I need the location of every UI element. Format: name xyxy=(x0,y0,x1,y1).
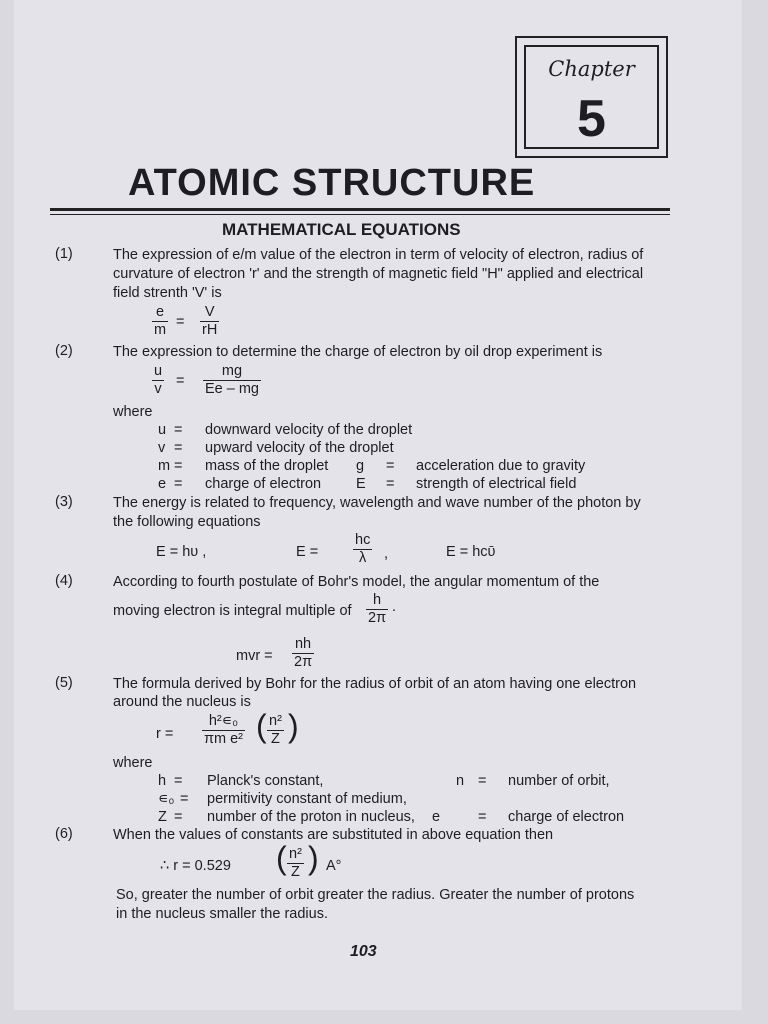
text-line: curvature of electron 'r' and the strength of magnetic field "H" applied and electrical xyxy=(113,266,644,282)
def-equals: = xyxy=(386,458,395,474)
equation: mvr = xyxy=(236,648,273,664)
def-equals: = xyxy=(174,809,183,825)
where-label: where xyxy=(113,755,153,771)
def-description: permitivity constant of medium, xyxy=(207,791,407,807)
def-description: charge of electron xyxy=(205,476,322,492)
equation-fraction: $\frac{e}{m}$ xyxy=(154,304,167,338)
def-equals: = xyxy=(180,791,189,807)
text-line: When the values of constants are substituted in above equation then xyxy=(113,827,554,843)
text-line: the following equations xyxy=(113,514,261,530)
equation-fraction: $\frac{V}{rH}$ xyxy=(202,304,218,338)
def-description: mass of the droplet xyxy=(205,458,329,474)
text-line: So, greater the number of orbit greater the radius. Greater the number of protons xyxy=(116,887,635,903)
chapter-number: 5 xyxy=(577,90,606,148)
def-equals: = xyxy=(478,809,487,825)
equals-sign: = xyxy=(176,373,185,389)
where-label: where xyxy=(113,404,153,420)
def-symbol: Z xyxy=(158,809,167,825)
def-symbol: g xyxy=(356,458,365,474)
text-line: moving electron is integral multiple of xyxy=(113,603,352,619)
title-rule-thick xyxy=(50,208,670,211)
def-equals: = xyxy=(174,476,183,492)
item-number: (3) xyxy=(55,494,73,510)
def-symbol: e xyxy=(158,476,167,492)
text-line: According to fourth postulate of Bohr's model, the angular momentum of the xyxy=(113,574,600,590)
def-equals: = xyxy=(174,422,183,438)
def-symbol: n xyxy=(456,773,465,789)
def-equals: = xyxy=(174,458,183,474)
equation-fraction: $\frac{u}{v}$ xyxy=(154,363,163,397)
equation: E = hυ , xyxy=(156,544,207,560)
comma: , xyxy=(384,546,389,562)
chapter-label: Chapter xyxy=(548,57,635,81)
def-description: upward velocity of the droplet xyxy=(205,440,394,456)
page-title: ATOMIC STRUCTURE xyxy=(128,162,536,204)
item-number: (4) xyxy=(55,573,73,589)
unit: A° xyxy=(326,858,342,874)
left-paren: ( xyxy=(256,708,267,744)
text-line: The expression to determine the charge of electron by oil drop experiment is xyxy=(113,344,603,360)
def-equals: = xyxy=(174,773,183,789)
section-title: MATHEMATICAL EQUATIONS xyxy=(222,220,461,239)
def-symbol: u xyxy=(158,422,167,438)
text-line: The formula derived by Bohr for the radius of orbit of an atom having one electron xyxy=(113,676,637,692)
equation-fraction: $\frac{\text{n²}}{Z}$ xyxy=(269,713,282,747)
def-equals: = xyxy=(174,440,183,456)
def-description: strength of electrical field xyxy=(416,476,577,492)
equation: r = xyxy=(156,726,174,742)
def-equals: = xyxy=(386,476,395,492)
def-symbol: e xyxy=(432,809,441,825)
equation: E = xyxy=(296,544,319,560)
text-line: The expression of e/m value of the electron in term of velocity of electron, radius of xyxy=(113,247,644,263)
title-rule-thin xyxy=(50,214,670,215)
equation-fraction: $\frac{\text{n²}}{Z}$ xyxy=(289,846,302,880)
text-line: in the nucleus smaller the radius. xyxy=(116,906,328,922)
def-symbol: h xyxy=(158,773,167,789)
def-symbol: E xyxy=(356,476,366,492)
item-number: (6) xyxy=(55,826,73,842)
def-description: Planck's constant, xyxy=(207,773,324,789)
text-line: around the nucleus is xyxy=(113,694,251,710)
chapter-box xyxy=(515,36,668,158)
def-description: number of the proton in nucleus, xyxy=(207,809,415,825)
def-symbol: ∊₀ xyxy=(158,791,175,807)
equation-fraction: $\frac{nh}{2\pi}$ xyxy=(294,636,313,670)
text-line: field strenth 'V' is xyxy=(113,285,222,301)
def-symbol: v xyxy=(158,440,166,456)
item-number: (5) xyxy=(55,675,73,691)
def-description: charge of electron xyxy=(508,809,625,825)
def-description: acceleration due to gravity xyxy=(416,458,586,474)
page-number: 103 xyxy=(350,943,377,960)
equation-fraction: $\frac{h}{2\pi}$ xyxy=(368,592,387,626)
equation-fraction: $\frac{\text{h²∊₀}}{\text{πm e²}}$ xyxy=(204,713,244,747)
item-number: (2) xyxy=(55,343,73,359)
equation-fraction: $\frac{mg}{Ee - mg}$ xyxy=(205,363,259,397)
def-symbol: m xyxy=(158,458,171,474)
equation-fraction: $\frac{hc}{\lambda}$ xyxy=(355,532,371,566)
equals-sign: = xyxy=(176,314,185,330)
def-description: number of orbit, xyxy=(508,773,610,789)
right-paren: ) xyxy=(288,708,299,744)
def-description: downward velocity of the droplet xyxy=(205,422,413,438)
right-paren: ) xyxy=(308,840,319,876)
text-line: The energy is related to frequency, wavelength and wave number of the photon by xyxy=(113,495,641,511)
item-number: (1) xyxy=(55,246,73,262)
period: . xyxy=(392,599,397,615)
left-paren: ( xyxy=(276,840,287,876)
def-equals: = xyxy=(478,773,487,789)
equation: E = hcῡ xyxy=(446,544,496,560)
equation: ∴ r = 0.529 xyxy=(160,858,231,874)
